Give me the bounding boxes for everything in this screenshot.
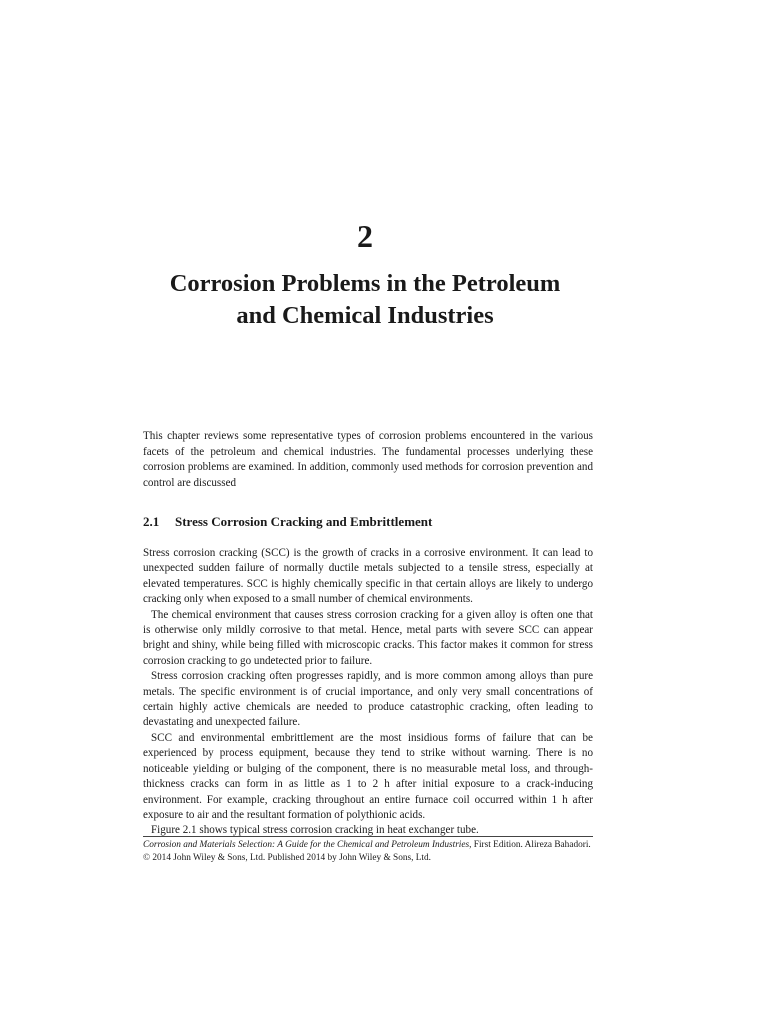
edition-author: , First Edition. Alireza Bahadori. [469,840,591,850]
section-number: 2.1 [143,514,160,529]
section-title: Stress Corrosion Cracking and Embrittlement [175,514,433,529]
chapter-title-line-1: Corrosion Problems in the Petroleum [169,270,561,297]
section-body [143,546,593,839]
chapter-number: 2 [357,218,373,254]
footnote-citation [143,839,593,852]
paragraph: Stress corrosion cracking often progresses rapidly, and is more common among alloys than pure metals. The specific environment is of crucial importance, and only very small concentrations of certain highly active chemicals are needed to produce catastrophic cracking, often leading to devastating and unexpected failure. [143,670,593,729]
paragraph: Stress corrosion cracking (SCC) is the growth of cracks in a corrosive environment. It can lead to unexpected sudden failure of normally ductile metals subjected to a tensile stress, especially at elevated temperatures. SCC is highly chemically specific in that certain alloys are likely to undergo cracking only when exposed to a small number of chemical environments. [143,547,593,606]
publication-footnote [143,836,593,865]
section-heading [143,514,593,530]
paragraph: The chemical environment that causes stress corrosion cracking for a given alloy is often one that is otherwise only mildly corrosive to that metal. Hence, metal parts with severe SCC can appear bright and shiny, while being filled with microscopic cracks. This factor makes it common for stress corrosion cracking to go undetected prior to failure. [143,608,593,667]
chapter-title [0,268,730,332]
chapter-title-line-2: and Chemical Industries [236,302,494,329]
paragraph: Figure 2.1 shows typical stress corrosion cracking in heat exchanger tube. [151,824,479,837]
copyright-notice: © 2014 John Wiley & Sons, Ltd. Published 2014 by John Wiley & Sons, Ltd. [143,853,431,863]
book-title: Corrosion and Materials Selection: A Guide for the Chemical and Petroleum Industries [143,840,470,850]
chapter-intro: This chapter reviews some representative types of corrosion problems encountered in the various facets of the petroleum and chemical industries. The fundamental processes underlying these corrosion problems are examined. In addition, commonly used methods for corrosion prevention and control are discussed [143,430,593,489]
paragraph: SCC and environmental embrittlement are the most insidious forms of failure that can be experienced by process equipment, because they tend to strike without warning. There is no noticeable yielding or bulging of the component, there is no measurable metal loss, and through-thickness cracks can form in as little as 1 to 2 h after initial exposure to a crack-inducing environment. For example, cracking throughout an entire furnace coil occurred within 1 h after exposure to air and the resultant formation of polythionic acids. [143,731,593,821]
